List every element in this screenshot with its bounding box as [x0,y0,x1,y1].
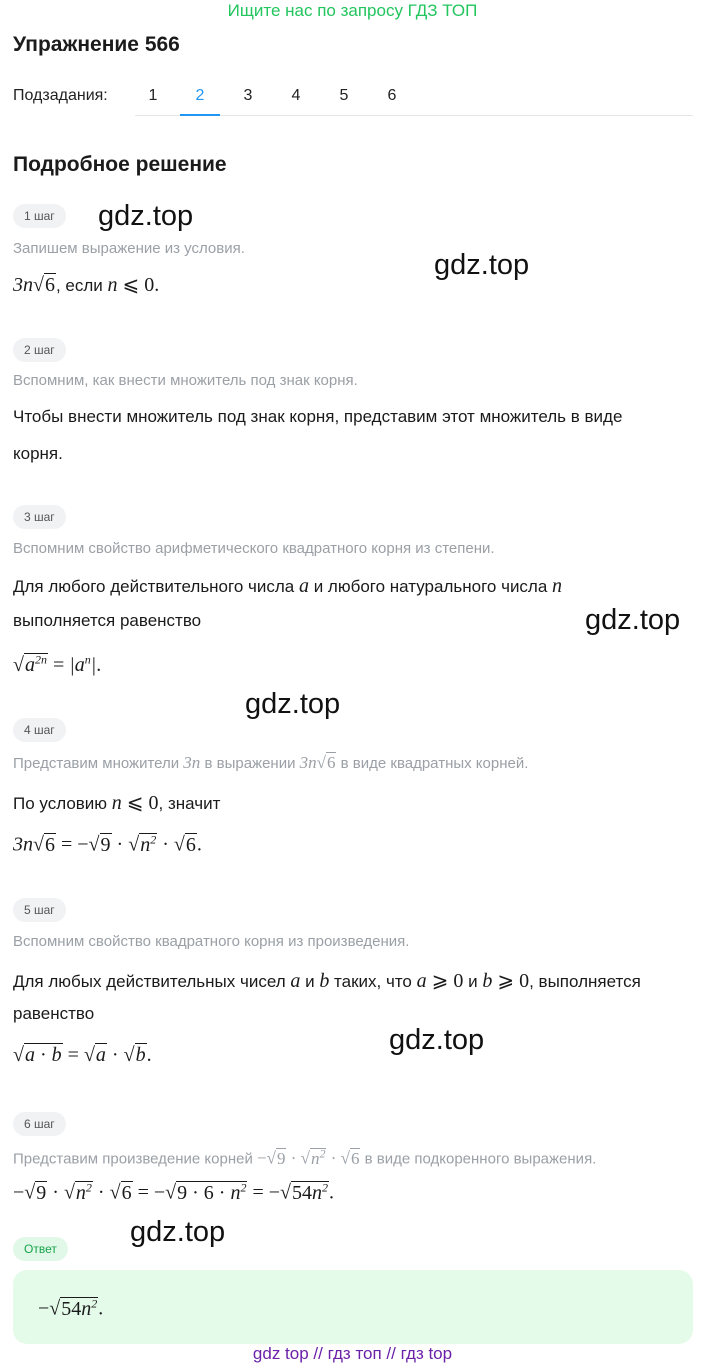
step-text: равенство [13,1004,95,1023]
answer-formula: $-√54n^2$. [38,1296,104,1320]
step-badge: 6 шаг [13,1112,66,1136]
watermark: gdz.top [434,249,530,281]
watermark: gdz.top [245,688,341,720]
page-title: Упражнение 566 [13,33,180,56]
step-hint: Представим произведение корней $-√9 \cdot √n^2 \cdot √6$ в виде подкоренного выражения. [13,1146,597,1168]
step-formula: 3n√6, если n ⩽ 0. [13,274,160,296]
watermark: gdz.top [98,200,194,232]
watermark: gdz.top [130,1216,226,1248]
answer-box [13,1270,693,1344]
tab-subtask-1[interactable]: 1 [148,87,158,104]
active-tab-indicator [180,114,220,116]
step-badge: 1 шаг [13,204,66,228]
tab-subtask-4[interactable]: 4 [291,87,301,104]
step-hint: Вспомним свойство квадратного корня из произведения. [13,933,410,950]
footer-links[interactable]: gdz top // гдз топ // гдз top [252,1344,453,1363]
solution-heading: Подробное решение [13,153,227,176]
step-badge: 2 шаг [13,338,66,362]
step-hint: Запишем выражение из условия. [13,240,245,257]
step-hint: Вспомним, как внести множитель под знак корня. [13,372,358,389]
subtasks-label: Подзадания: [13,87,108,104]
step-badge: 4 шаг [13,718,66,742]
step-formula: √a · b = √a · √b. [13,1044,152,1066]
step-hint: Представим множители 3n в выражении 3n√6 в виде квадратных корней. [13,753,529,772]
tab-subtask-2[interactable]: 2 [195,87,205,104]
step-hint: Вспомним свойство арифметического квадратного корня из степени. [13,540,495,557]
step-badge: 5 шаг [13,898,66,922]
step-formula: $3n√6 = -√9 \cdot √n^2 \cdot √6$. [13,832,202,856]
step-text: Чтобы внести множитель под знак корня, представим этот множитель в виде [13,407,623,426]
step-badge: 3 шаг [13,505,66,529]
step-text: По условию n ⩽ 0, значит [13,792,221,814]
step-text: Для любых действительных чисел a и b таких, что a ⩾ 0 и b ⩾ 0, выполняется [13,970,641,992]
watermark: gdz.top [389,1024,485,1056]
step-text: выполняется равенство [13,611,202,630]
step-formula: $-√9 \cdot √n^2 \cdot √6 = -√9 \cdot 6 \cdot n^2 = -√54n^2$. [13,1180,334,1204]
tab-subtask-3[interactable]: 3 [243,87,253,104]
answer-badge: Ответ [13,1237,68,1261]
search-banner: Ищите нас по запросу ГДЗ ТОП [227,1,478,20]
watermark: gdz.top [585,604,681,636]
tab-subtask-5[interactable]: 5 [339,87,349,104]
step-text: Для любого действительного числа a и любого натурального числа n [13,575,563,597]
tab-subtask-6[interactable]: 6 [387,87,397,104]
step-text: корня. [13,444,63,463]
step-formula: $√a^{2n} = |a^n|$. [13,652,102,676]
